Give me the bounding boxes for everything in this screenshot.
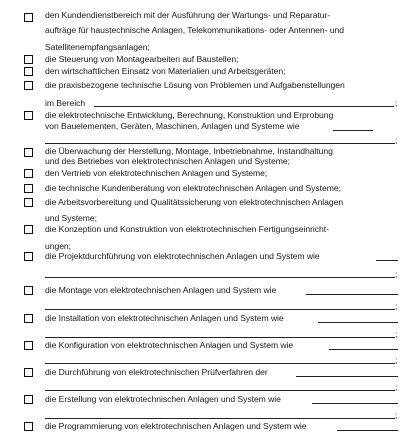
checkbox[interactable] — [24, 395, 33, 404]
blank-terminator: ; — [395, 301, 398, 311]
item-text-line: die praxisbezogene technische Lösung von Problemen und Aufgabenstellungen — [45, 80, 345, 90]
item-text-line: aufträge für haustechnische Anlagen, Telekommunikations- oder Antennen- und — [45, 25, 344, 35]
fill-in-blank[interactable] — [45, 277, 395, 278]
item-text-line: die Konzeption und Konstruktion von elektrotechnischen Fertigungseinricht- — [45, 224, 329, 234]
item-text-line: die Durchführung von elektrotechnischen Prüfverfahren der — [45, 367, 268, 377]
checkbox[interactable] — [24, 225, 33, 234]
item-text-line: die Konfiguration von elektrotechnischen Anlagen und System wie — [45, 340, 294, 350]
checkbox[interactable] — [24, 184, 33, 193]
fill-in-blank[interactable] — [45, 309, 395, 310]
checkbox[interactable] — [24, 368, 33, 377]
checkbox[interactable] — [24, 13, 33, 22]
item-text-line: den Vertrieb von elektrotechnischen Anlagen und Systeme; — [45, 168, 268, 178]
checkbox[interactable] — [24, 67, 33, 76]
item-text-line: die Montage von elektrotechnischen Anlagen und System wie — [45, 285, 277, 295]
blank-terminator: ; — [395, 135, 398, 145]
fill-in-blank[interactable] — [94, 106, 394, 107]
item-text-line: die Projektdurchführung von elektrotechnischen Anlagen und System wie — [45, 251, 320, 261]
item-text-line: die Steuerung von Montagearbeiten auf Baustellen; — [45, 54, 239, 64]
checkbox[interactable] — [24, 169, 33, 178]
checkbox[interactable] — [24, 55, 33, 64]
item-text-line: die Programmierung von elektrotechnischen Anlagen und System wie — [45, 421, 307, 431]
fill-in-blank[interactable] — [333, 130, 373, 131]
fill-in-blank[interactable] — [45, 418, 395, 419]
item-text-line: die elektrotechnische Entwicklung, Berechnung, Konstruktion und Erprobung — [45, 110, 334, 120]
item-text-line: die Überwachung der Herstellung, Montage, Inbetriebnahme, Instandhaltung — [45, 146, 333, 156]
blank-terminator: ; — [395, 98, 398, 108]
checkbox[interactable] — [24, 286, 33, 295]
blank-terminator: ; — [395, 355, 398, 365]
checkbox[interactable] — [24, 148, 33, 157]
item-text-line: die Arbeitsvorbereitung und Qualitätssicherung von elektrotechnischen Anlagen — [45, 197, 344, 207]
item-text-line: die technische Kundenberatung von elektrotechnischen Anlagen und Systeme; — [45, 183, 341, 193]
fill-in-blank[interactable] — [376, 260, 398, 261]
item-text-line: im Bereich — [45, 98, 86, 108]
fill-in-blank[interactable] — [329, 349, 398, 350]
fill-in-blank[interactable] — [45, 363, 395, 364]
blank-terminator: ; — [395, 382, 398, 392]
item-text-line: die Installation von elektrotechnischen Anlagen und System wie — [45, 313, 284, 323]
checkbox[interactable] — [24, 422, 33, 431]
fill-in-blank[interactable] — [318, 322, 398, 323]
fill-in-blank[interactable] — [296, 376, 398, 377]
blank-terminator: ; — [395, 269, 398, 279]
checkbox[interactable] — [24, 198, 33, 207]
blank-terminator: ; — [395, 410, 398, 420]
item-text-line: Satellitenempfangsanlagen; — [45, 42, 150, 52]
checkbox[interactable] — [24, 252, 33, 261]
fill-in-blank[interactable] — [45, 390, 395, 391]
blank-terminator: ; — [395, 329, 398, 339]
fill-in-blank[interactable] — [45, 143, 395, 144]
checkbox[interactable] — [24, 341, 33, 350]
fill-in-blank[interactable] — [45, 337, 395, 338]
checkbox[interactable] — [24, 81, 33, 90]
item-text-line: von Bauelementen, Geräten, Maschinen, Anlagen und Systeme wie — [45, 121, 300, 131]
item-text-line: die Erstellung von elektrotechnischen Anlagen und System wie — [45, 394, 281, 404]
fill-in-blank[interactable] — [306, 294, 398, 295]
item-text-line: und Systeme; — [45, 213, 97, 223]
item-text-line: und des Betriebes von elektrotechnischen Anlagen und Systeme; — [45, 156, 290, 166]
item-text-line: den wirtschaftlichen Einsatz von Materialien und Arbeitsgeräten; — [45, 66, 286, 76]
item-text-line: ungen; — [45, 241, 71, 251]
fill-in-blank[interactable] — [337, 430, 398, 431]
fill-in-blank[interactable] — [312, 403, 398, 404]
checkbox[interactable] — [24, 111, 33, 120]
checkbox[interactable] — [24, 314, 33, 323]
item-text-line: den Kundendienstbereich mit der Ausführung der Wartungs- und Reparatur- — [45, 10, 331, 20]
